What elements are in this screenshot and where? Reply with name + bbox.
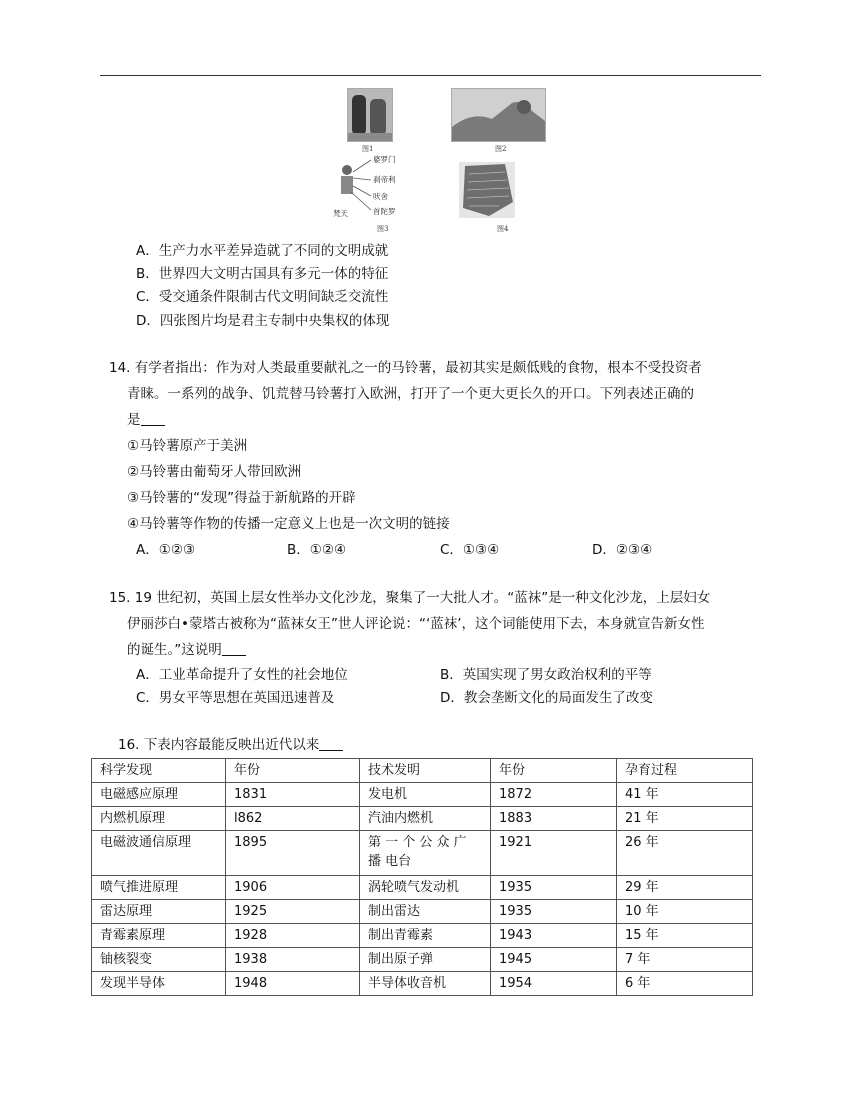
table-header-cell: 孕育过程 (617, 759, 753, 783)
figure-3-caption: 图3 (377, 225, 389, 233)
table-cell: 喷气推进原理 (92, 876, 226, 900)
table-cell: 1928 (226, 924, 360, 948)
table-row (92, 783, 753, 807)
table-cell: 制出原子弹 (360, 948, 491, 972)
table-cell: 电磁波通信原理 (92, 831, 226, 876)
table-row (92, 972, 753, 996)
table-header-row (92, 759, 753, 783)
table-cell: 半导体收音机 (360, 972, 491, 996)
table-row (92, 924, 753, 948)
invention-gap-table (91, 758, 753, 996)
table-row (92, 900, 753, 924)
table-cell: 发现半导体 (92, 972, 226, 996)
answer-blank[interactable] (222, 641, 246, 656)
caste-label-shudra: 首陀罗 (373, 207, 396, 216)
q14-option-d: D．②③④ (592, 542, 653, 558)
table-cell: 汽油内燃机 (360, 807, 491, 831)
table-cell: 制出青霉素 (360, 924, 491, 948)
q14-option-c: C．①③④ (440, 542, 500, 558)
table-cell: 1948 (226, 972, 360, 996)
table-cell: 内燃机原理 (92, 807, 226, 831)
header-rule (100, 75, 761, 76)
q16-stem-text: 16. 下表内容最能反映出近代以来 (118, 737, 320, 753)
table-cell: 1906 (226, 876, 360, 900)
figure-1-caption: 图1 (362, 145, 374, 153)
table-cell: 1954 (491, 972, 617, 996)
table-cell: 1943 (491, 924, 617, 948)
table-header-cell: 年份 (226, 759, 360, 783)
q15-option-a: A．工业革命提升了女性的社会地位 (136, 667, 348, 683)
table-cell: 15 年 (617, 924, 753, 948)
q14-option-b: B．①②④ (287, 542, 347, 558)
figure-3-caste-diagram (333, 152, 433, 220)
q14-statement-2: ②马铃薯由葡萄牙人带回欧洲 (127, 464, 302, 480)
q15-stem-line-1: 15. 19 世纪初，英国上层女性举办文化沙龙，聚集了一大批人才。“蓝袜”是一种文化沙龙，上层妇女 (109, 590, 711, 606)
table-header-cell: 技术发明 (360, 759, 491, 783)
q15-stem-tail: 的诞生。”这说明 (127, 642, 222, 658)
answer-blank[interactable] (141, 411, 165, 426)
table-cell: 26 年 (617, 831, 753, 876)
table-cell: 1883 (491, 807, 617, 831)
table-row (92, 948, 753, 972)
q13-option-a: A．生产力水平差异造就了不同的文明成就 (136, 243, 389, 259)
table-cell: 发电机 (360, 783, 491, 807)
caste-label-vaishya: 吠舍 (373, 192, 388, 201)
table-cell: 雷达原理 (92, 900, 226, 924)
table-cell: 41 年 (617, 783, 753, 807)
table-cell: 6 年 (617, 972, 753, 996)
q14-statement-4: ④马铃薯等作物的传播一定意义上也是一次文明的链接 (127, 516, 450, 532)
table-row (92, 831, 753, 876)
table-cell: 1945 (491, 948, 617, 972)
answer-blank[interactable] (319, 736, 343, 751)
table-row (92, 876, 753, 900)
q15-option-c: C．男女平等思想在英国迅速普及 (136, 690, 335, 706)
q13-option-b: B．世界四大文明古国具有多元一体的特征 (136, 266, 389, 282)
figure-4-image (459, 162, 515, 218)
table-cell: 1895 (226, 831, 360, 876)
q13-option-c: C．受交通条件限制古代文明间缺乏交流性 (136, 289, 389, 305)
q14-option-a: A．①②③ (136, 542, 196, 558)
table-cell: 1938 (226, 948, 360, 972)
table-cell: 电磁感应原理 (92, 783, 226, 807)
figure-2-caption: 图2 (495, 145, 507, 153)
table-cell: 1831 (226, 783, 360, 807)
q14-stem-line-2: 青睐。一系列的战争、饥荒替马铃薯打入欧洲，打开了一个更大更长久的开口。下列表述正确的 (127, 386, 694, 402)
table-cell: 10 年 (617, 900, 753, 924)
table-cell: 7 年 (617, 948, 753, 972)
table-header-cell: 科学发现 (92, 759, 226, 783)
table-cell: l862 (226, 807, 360, 831)
table-cell: 1872 (491, 783, 617, 807)
table-cell: 涡轮喷气发动机 (360, 876, 491, 900)
q14-stem-line-3 (127, 410, 165, 430)
table-cell: 制出雷达 (360, 900, 491, 924)
caste-label-brahma: 梵天 (333, 209, 348, 218)
q16-stem (118, 735, 343, 755)
figure-4-caption: 图4 (497, 225, 509, 233)
table-cell: 铀核裂变 (92, 948, 226, 972)
table-header-cell: 年份 (491, 759, 617, 783)
caste-label-brahmin: 婆罗门 (373, 155, 396, 164)
q14-statement-3: ③马铃薯的“发现”得益于新航路的开辟 (127, 490, 356, 506)
table-cell: 1925 (226, 900, 360, 924)
table-cell: 1935 (491, 876, 617, 900)
table-cell: 21 年 (617, 807, 753, 831)
q15-option-d: D．教会垄断文化的局面发生了改变 (440, 690, 653, 706)
q14-stem-tail: 是 (127, 412, 141, 428)
table-cell: 青霉素原理 (92, 924, 226, 948)
caste-label-kshatriya: 刹帝利 (373, 175, 396, 184)
figure-2-image (451, 88, 546, 142)
q15-stem-line-3 (127, 640, 246, 660)
table-row (92, 807, 753, 831)
q13-option-d: D．四张图片均是君主专制中央集权的体现 (136, 313, 390, 329)
q15-stem-line-2: 伊丽莎白•蒙塔古被称为“蓝袜女王”世人评论说：“‘蓝袜’，这个词能使用下去，本身就宣告新女性 (127, 616, 705, 632)
figure-1-image (347, 88, 393, 142)
q15-option-b: B．英国实现了男女政治权利的平等 (440, 667, 652, 683)
q14-statement-1: ①马铃薯原产于美洲 (127, 438, 248, 454)
table-cell: 1935 (491, 900, 617, 924)
table-cell: 1921 (491, 831, 617, 876)
q14-stem-line-1: 14. 有学者指出：作为对人类最重要献礼之一的马铃薯，最初其实是颇低贱的食物，根本不受投资者 (109, 360, 702, 376)
table-cell: 第 一 个 公 众 广 播 电台 (360, 831, 491, 876)
table-cell: 29 年 (617, 876, 753, 900)
